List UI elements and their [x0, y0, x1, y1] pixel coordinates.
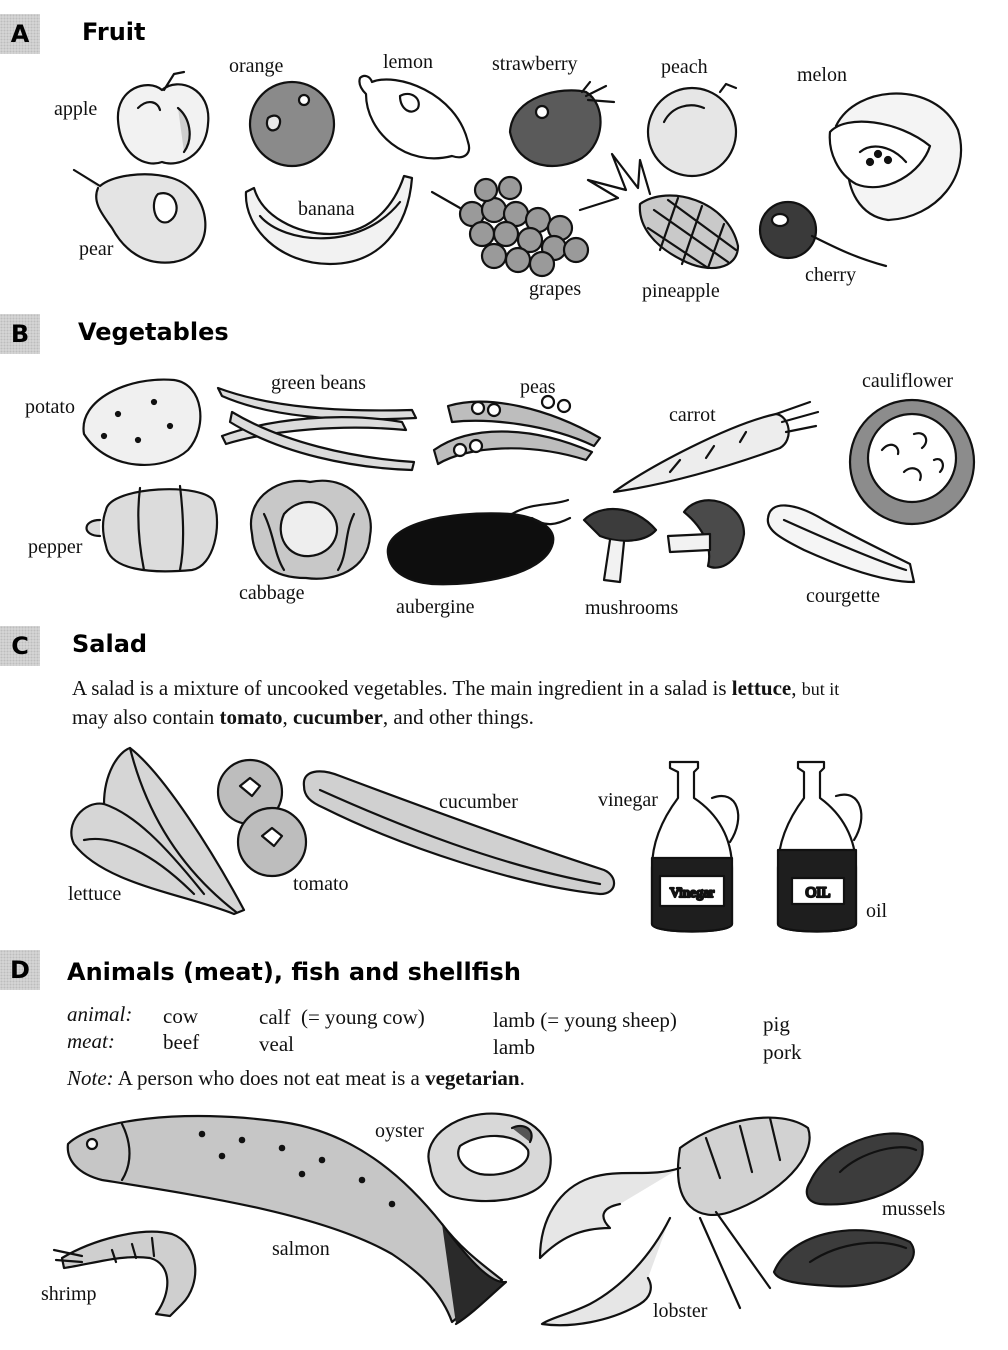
section-title-salad: Salad: [72, 630, 148, 658]
row-label-meat: meat:: [67, 1029, 115, 1053]
vinegar-bottle-label: Vinegar: [669, 886, 715, 901]
mushrooms-illustration: [580, 490, 752, 588]
label-pear: pear: [79, 238, 114, 260]
label-lemon: lemon: [383, 51, 433, 73]
label-shrimp: shrimp: [41, 1283, 97, 1305]
section-badge-d: D: [0, 950, 40, 990]
grapes-illustration: [430, 170, 600, 278]
term-tomato: tomato: [219, 705, 283, 729]
term-cucumber: cucumber: [293, 705, 383, 729]
label-lettuce: lettuce: [68, 883, 122, 905]
lemon-illustration: [356, 72, 476, 164]
row-label-animal: animal:: [67, 1002, 133, 1026]
green-beans-illustration: [212, 382, 422, 474]
label-salmon: salmon: [272, 1238, 330, 1260]
label-cucumber: cucumber: [439, 791, 518, 813]
section-badge-a: A: [0, 14, 40, 54]
label-cabbage: cabbage: [239, 582, 305, 604]
meat-lamb: lamb: [493, 1035, 535, 1059]
pepper-illustration: [80, 480, 220, 574]
vegetarian-note: Note: A person who does not eat meat is a vegetarian.: [67, 1066, 525, 1090]
label-tomato: tomato: [293, 873, 349, 895]
animal-cow: cow: [163, 1004, 198, 1028]
apple-illustration: [108, 68, 218, 172]
oil-bottle-label: OIL: [805, 885, 831, 901]
salad-paragraph: A salad is a mixture of uncooked vegetables. The main ingredient in a salad is lettuce, but it may also contain tomato, cucumber, and other things.: [72, 676, 840, 729]
animal-pig: pig: [763, 1012, 790, 1036]
label-aubergine: aubergine: [396, 596, 475, 618]
label-grapes: grapes: [529, 278, 582, 300]
label-carrot: carrot: [669, 404, 716, 426]
banana-illustration: [240, 172, 418, 272]
cabbage-illustration: [244, 474, 376, 582]
label-strawberry: strawberry: [492, 53, 578, 75]
label-lobster: lobster: [653, 1300, 708, 1322]
term-lettuce: lettuce: [731, 676, 792, 700]
meat-pork: pork: [763, 1040, 802, 1064]
section-badge-c: C: [0, 626, 40, 666]
label-pineapple: pineapple: [642, 280, 720, 302]
orange-illustration: [246, 78, 338, 170]
label-potato: potato: [25, 396, 75, 418]
label-vinegar: vinegar: [598, 789, 658, 811]
cherry-illustration: [756, 200, 892, 274]
label-cauliflower: cauliflower: [862, 370, 954, 392]
animal-lamb: lamb (= young sheep): [493, 1008, 677, 1032]
label-apple: apple: [54, 98, 98, 120]
label-green-beans: green beans: [271, 372, 366, 394]
section-badge-b: B: [0, 314, 40, 354]
label-peach: peach: [661, 56, 708, 78]
label-courgette: courgette: [806, 585, 881, 607]
cucumber-illustration: [300, 766, 624, 902]
aubergine-illustration: [382, 496, 576, 588]
label-mushrooms: mushrooms: [585, 597, 679, 619]
potato-illustration: [78, 374, 208, 472]
section-title-animals: Animals (meat), fish and shellfish: [67, 958, 521, 986]
section-title-fruit: Fruit: [82, 18, 146, 46]
oil-bottle-illustration: [770, 758, 866, 936]
label-mussels: mussels: [882, 1198, 946, 1220]
label-oyster: oyster: [375, 1120, 424, 1142]
pineapple-illustration: [578, 150, 742, 274]
label-pepper: pepper: [28, 536, 83, 558]
label-melon: melon: [797, 64, 847, 86]
label-banana: banana: [298, 198, 355, 220]
courgette-illustration: [764, 498, 918, 586]
label-cherry: cherry: [805, 264, 857, 286]
label-oil: oil: [866, 900, 888, 922]
peas-illustration: [428, 394, 610, 470]
vinegar-bottle-illustration: [642, 758, 742, 936]
animal-calf: calf (= young cow): [259, 1005, 425, 1029]
meat-beef: beef: [163, 1030, 200, 1054]
label-orange: orange: [229, 55, 284, 77]
label-peas: peas: [520, 376, 556, 398]
meat-veal: veal: [259, 1032, 294, 1056]
tomato-illustration: [212, 756, 312, 880]
section-title-vegetables: Vegetables: [78, 318, 229, 346]
carrot-illustration: [610, 400, 822, 496]
term-vegetarian: vegetarian: [425, 1066, 520, 1090]
